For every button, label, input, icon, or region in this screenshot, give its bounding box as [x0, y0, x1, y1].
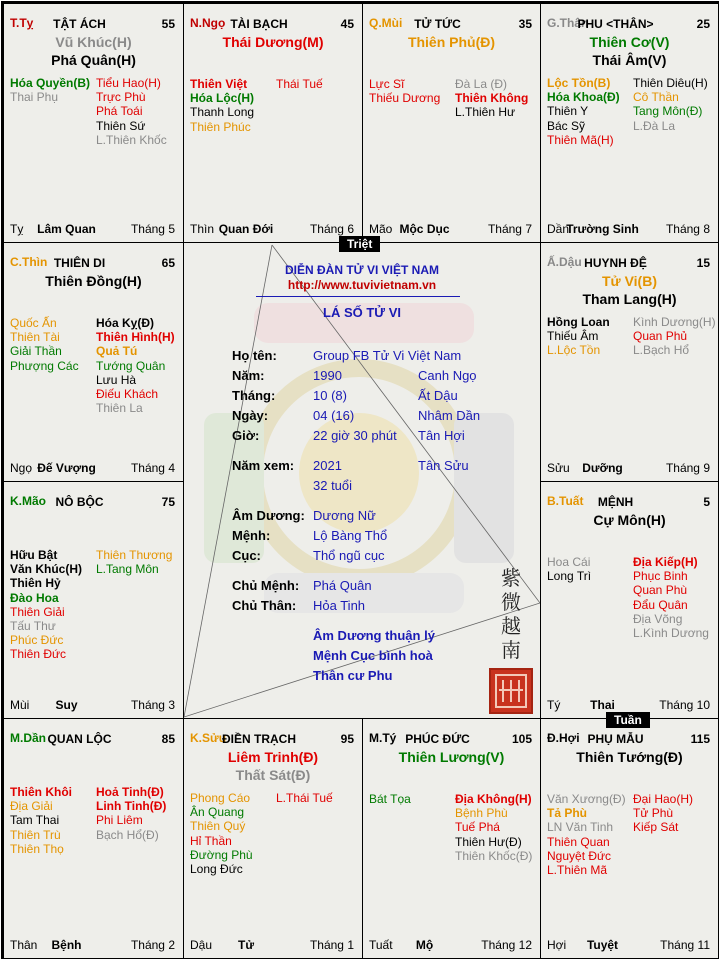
red-seal-stamp	[489, 668, 533, 714]
right-stars	[276, 77, 323, 91]
gio-value: 22 giờ 30 phút	[313, 428, 397, 443]
star: Phúc Đức	[10, 633, 64, 648]
main-star: Thiên Đồng(H)	[45, 273, 142, 289]
left-stars	[547, 555, 591, 583]
month: Tháng 12	[481, 938, 532, 952]
branch: Tuất	[369, 938, 393, 952]
am-duong-label: Âm Dương:	[232, 508, 305, 523]
star: Đường Phù	[190, 847, 253, 862]
branch: Hợi	[547, 938, 567, 952]
branch: Dần	[547, 222, 570, 236]
star: Quan Phù	[633, 583, 688, 598]
right-stars	[455, 77, 528, 120]
left-stars	[10, 316, 79, 373]
site-url[interactable]: http://www.tuvivietnam.vn	[287, 278, 437, 292]
star: Đà La (Đ)	[455, 77, 508, 91]
can-chi: N.Ngọ	[190, 16, 226, 30]
month: Tháng 1	[309, 938, 354, 952]
star: Địa Kiếp(H)	[633, 555, 698, 569]
right-stars	[276, 791, 333, 805]
star: Văn Khúc(H)	[10, 562, 82, 577]
star: Kình Dương(H)	[633, 315, 716, 329]
star: Tướng Quân	[96, 358, 166, 373]
star: Hóa Quyền(B)	[10, 76, 91, 90]
palace-name: TỬ TỨC	[414, 17, 461, 31]
palace-name: PHÚC ĐỨC	[405, 732, 470, 746]
palace-quan-loc[interactable]	[3, 718, 184, 959]
branch: Sửu	[547, 461, 570, 475]
main-star: Thái Dương(M)	[222, 34, 324, 50]
palace-phu[interactable]	[540, 3, 719, 243]
branch: Tỵ	[10, 222, 24, 236]
cuc-value: Thổ ngũ cục	[313, 548, 385, 563]
dai-han-number: 15	[696, 256, 710, 270]
star: Hồng Loan	[547, 315, 610, 329]
main-star: Tử Vi(B)	[602, 273, 657, 289]
palace-menh[interactable]	[540, 481, 719, 719]
trang-sinh-stage: Tuyệt	[586, 938, 619, 952]
trang-sinh-stage: Thai	[590, 698, 615, 712]
star: Hữu Bật	[10, 548, 58, 562]
star: Nguyệt Đức	[547, 848, 612, 863]
ngay-label: Ngày:	[232, 408, 269, 423]
can-chi: K.Sửu	[190, 731, 227, 745]
dai-han-number: 105	[511, 732, 532, 746]
star: Hoa Cái	[547, 555, 591, 569]
nam-xem-label: Năm xem:	[232, 458, 295, 473]
star: Thiên Phúc	[190, 119, 251, 134]
trang-sinh-stage: Lâm Quan	[37, 222, 96, 236]
star: Lộc Tồn(B)	[547, 76, 611, 90]
palace-tai-bach[interactable]	[183, 3, 363, 243]
star: Ân Quang	[190, 805, 245, 820]
branch: Tý	[547, 698, 561, 712]
ho-ten-value: Group FB Tử Vi Việt Nam	[313, 348, 462, 363]
star: Thiên Khôi	[10, 785, 72, 799]
dai-han-number: 95	[340, 732, 354, 746]
palace-name: MỆNH	[597, 495, 634, 509]
palace-name: ĐIỀN TRẠCH	[222, 732, 296, 746]
cuc-label: Cục:	[232, 548, 261, 563]
nam-can-chi: Canh Ngọ	[418, 368, 477, 383]
main-star: Vũ Khúc(H)	[55, 34, 132, 50]
trang-sinh-stage: Quan Đới	[218, 222, 274, 236]
gio-can-chi: Tân Hợi	[418, 428, 465, 443]
palace-name: TẬT ÁCH	[53, 17, 106, 31]
star: L.Thiên Khốc	[96, 132, 167, 147]
star: Tử Phù	[633, 806, 674, 821]
palace-name: PHỤ MẪU	[587, 732, 644, 746]
can-chi: Q.Mùi	[369, 16, 403, 30]
nam-xem-can-chi: Tân Sửu	[418, 458, 469, 473]
star: Tả Phù	[547, 806, 588, 821]
star: Thiếu Dương	[369, 91, 441, 106]
branch: Mùi	[10, 698, 30, 712]
palace-no-boc[interactable]	[3, 481, 184, 719]
left-stars	[10, 76, 90, 104]
month: Tháng 8	[665, 222, 710, 236]
can-chi: B.Tuất	[547, 494, 584, 508]
star: Tấu Thư	[10, 619, 56, 634]
star: Giải Thần	[10, 344, 62, 359]
right-stars	[633, 76, 708, 133]
star: LN Văn Tinh	[547, 820, 614, 835]
main-star: Thiên Lương(V)	[398, 749, 505, 765]
vertical-signature	[499, 566, 523, 662]
site-title: DIỄN ĐÀN TỬ VI VIỆT NAM	[285, 263, 439, 277]
main-star: Tham Lang(H)	[582, 291, 677, 307]
trang-sinh-stage: Đế Vượng	[37, 461, 96, 475]
star: Thiên Quý	[190, 819, 246, 834]
nam-label: Năm:	[232, 368, 265, 383]
dai-han-number: 45	[340, 17, 354, 31]
trang-sinh-stage: Trường Sinh	[566, 222, 639, 236]
left-stars	[369, 77, 440, 105]
gio-label: Giờ:	[232, 428, 260, 443]
dai-han-number: 35	[518, 17, 532, 31]
star: L.Tang Môn	[96, 562, 159, 577]
star: Thiên La	[96, 401, 143, 416]
star: L.Bạch Hổ	[633, 343, 690, 358]
trang-sinh-stage: Bệnh	[51, 938, 82, 952]
star: Phi Liêm	[96, 813, 143, 828]
star: Thiên Diêu(H)	[633, 76, 708, 90]
month: Tháng 7	[487, 222, 532, 236]
star: Đẩu Quân	[633, 597, 688, 612]
star: Tang Môn(Đ)	[633, 104, 703, 119]
main-star: Thất Sát(Đ)	[235, 767, 311, 783]
star: Quả Tú	[96, 344, 138, 359]
tuan-tag: Tuần	[606, 712, 650, 728]
triet-tag: Triệt	[339, 236, 380, 252]
star: Tam Thai	[10, 813, 60, 828]
star: Hỉ Thần	[190, 833, 232, 848]
star: Thiên Việt	[190, 77, 248, 91]
star: Thiên Quan	[547, 834, 610, 849]
left-stars	[547, 315, 610, 358]
center-panel	[183, 242, 541, 719]
right-stars	[96, 785, 166, 842]
star: Thiên Thọ	[10, 841, 64, 856]
sig-char-4: 南	[501, 638, 521, 662]
star: Quốc Ấn	[10, 316, 57, 330]
right-stars	[633, 555, 709, 640]
star: Thiên Trù	[10, 827, 61, 842]
main-star: Cự Môn(H)	[593, 512, 666, 528]
month: Tháng 10	[659, 698, 710, 712]
thang-value: 10 (8)	[313, 388, 347, 403]
chart-title: LÁ SỐ TỬ VI	[323, 305, 401, 320]
trang-sinh-stage: Mộc Dục	[399, 222, 450, 236]
star: Bát Tọa	[369, 792, 411, 806]
star: Đào Hoa	[10, 590, 59, 605]
chu-than-value: Hỏa Tinh	[313, 598, 366, 613]
can-chi: G.Thân	[547, 16, 589, 30]
sig-char-2: 微	[501, 590, 521, 614]
month: Tháng 11	[660, 938, 710, 952]
trang-sinh-stage: Mộ	[415, 938, 434, 952]
star: Bác Sỹ	[547, 118, 586, 133]
star: Địa Không(H)	[455, 792, 532, 806]
tuoi-value: 32 tuổi	[313, 478, 353, 493]
star: Phong Cáo	[190, 791, 251, 805]
star: L.Thiên Hư	[455, 105, 516, 120]
palace-phu-mau[interactable]	[540, 718, 719, 959]
ngay-value: 04 (16)	[313, 408, 355, 423]
month: Tháng 5	[130, 222, 175, 236]
dai-han-number: 55	[161, 17, 175, 31]
star: Thiên Hư(Đ)	[455, 834, 522, 849]
star: Hoả Tinh(Đ)	[96, 785, 164, 799]
dai-han-number: 75	[161, 495, 175, 509]
star: Tiểu Hao(H)	[96, 76, 161, 90]
trang-sinh-stage: Dưỡng	[582, 461, 623, 475]
right-stars	[455, 792, 532, 863]
star: Thiếu Âm	[547, 329, 599, 344]
left-stars	[547, 76, 620, 147]
sig-char-3: 越	[501, 614, 521, 638]
am-duong-value: Dương Nữ	[313, 508, 376, 523]
star: Trực Phù	[96, 90, 146, 105]
url-underline	[256, 296, 460, 297]
star: Thiên Mã(H)	[547, 132, 614, 147]
star: Thiên Hình(H)	[96, 330, 175, 345]
dai-han-number: 115	[690, 732, 710, 746]
palace-name: TÀI BẠCH	[230, 17, 288, 31]
star: Quan Phủ	[633, 329, 688, 344]
can-chi: Đ.Hợi	[547, 731, 580, 745]
ngay-can-chi: Nhâm Dần	[418, 408, 481, 423]
star: Linh Tinh(Đ)	[96, 799, 167, 814]
star: Địa Giải	[10, 799, 53, 814]
main-star: Thiên Cơ(V)	[589, 34, 670, 50]
star: Tuế Phá	[455, 820, 500, 835]
branch: Dậu	[190, 938, 213, 952]
left-stars	[547, 792, 626, 877]
star: Thiên Đức	[10, 647, 67, 662]
star: Thiên Y	[547, 104, 589, 119]
star: Thiên Không	[455, 91, 529, 106]
palace-thien-di[interactable]	[3, 242, 184, 482]
branch: Ngọ	[10, 461, 33, 475]
palace-name: PHU <THÂN>	[577, 17, 654, 31]
star: Lực Sĩ	[369, 77, 405, 91]
palace-name: THIÊN DI	[53, 256, 106, 270]
star: Thiên Thương	[96, 548, 173, 562]
star: Thiên Tài	[10, 330, 60, 345]
left-stars	[10, 548, 82, 662]
star: Hóa Lộc(H)	[190, 91, 254, 106]
star: L.Thiên Mã	[547, 863, 608, 878]
sig-char-1: 紫	[501, 566, 521, 590]
star: L.Đà La	[633, 118, 676, 133]
right-stars	[633, 792, 693, 835]
can-chi: M.Dần	[10, 731, 46, 745]
main-star: Thiên Phủ(Đ)	[407, 34, 496, 50]
main-star: Thái Âm(V)	[592, 52, 667, 68]
star: Thanh Long	[190, 105, 255, 120]
chu-than-label: Chủ Thân:	[232, 598, 297, 613]
star: L.Lộc Tồn	[547, 343, 601, 358]
month: Tháng 2	[130, 938, 175, 952]
right-stars	[96, 316, 175, 415]
right-stars	[633, 315, 716, 358]
star: Thiên Sứ	[96, 118, 146, 133]
can-chi: C.Thìn	[10, 255, 48, 269]
palace-name: QUAN LỘC	[47, 732, 112, 746]
branch: Thân	[10, 938, 38, 952]
can-chi: T.Tỵ	[10, 16, 34, 30]
month: Tháng 3	[130, 698, 175, 712]
star: Hóa Khoa(Đ)	[547, 90, 620, 105]
right-stars	[96, 76, 167, 147]
palace-phuc-duc[interactable]	[362, 718, 541, 959]
thang-can-chi: Ất Dậu	[418, 388, 458, 403]
palace-dien-trach[interactable]	[183, 718, 363, 959]
left-stars	[10, 785, 72, 856]
star: Phượng Các	[10, 358, 79, 373]
main-star: Thiên Tướng(Đ)	[576, 749, 683, 765]
star: Thiên Giải	[10, 604, 65, 619]
star: Phá Toái	[96, 104, 143, 119]
nam-value: 1990	[313, 368, 342, 383]
star: Long Trì	[547, 569, 592, 584]
branch: Thìn	[190, 222, 215, 236]
star: Cô Thần	[633, 90, 679, 105]
star: Thai Phụ	[10, 90, 59, 105]
note-am-duong: Âm Dương thuận lý	[313, 628, 435, 643]
trang-sinh-stage: Suy	[55, 698, 78, 712]
star: Bệnh Phù	[455, 806, 508, 821]
branch: Mão	[369, 222, 393, 236]
star: Phục Binh	[633, 569, 688, 584]
can-chi: M.Tý	[369, 731, 397, 745]
chart-board	[1, 1, 719, 959]
nam-xem-value: 2021	[313, 458, 342, 473]
month: Tháng 4	[130, 461, 175, 475]
note-menh-cuc: Mệnh Cục bình hoà	[313, 648, 433, 663]
month: Tháng 6	[309, 222, 354, 236]
dai-han-number: 65	[161, 256, 175, 270]
month: Tháng 9	[665, 461, 710, 475]
left-stars	[190, 77, 254, 134]
palace-huynh-de[interactable]	[540, 242, 719, 482]
star: Đại Hao(H)	[633, 792, 694, 806]
main-star: Phá Quân(H)	[51, 52, 136, 68]
chu-menh-value: Phá Quân	[313, 578, 372, 593]
star: Hóa Kỵ(Đ)	[96, 316, 155, 330]
dai-han-number: 5	[703, 495, 710, 509]
thang-label: Tháng:	[232, 388, 276, 403]
star: Điếu Khách	[96, 387, 159, 402]
star: L.Thái Tuế	[276, 791, 333, 805]
menh-label: Mệnh:	[232, 528, 271, 543]
palace-name: NÔ BỘC	[55, 495, 104, 509]
palace-name: HUYNH ĐỆ	[584, 256, 647, 270]
note-than-cu: Thân cư Phu	[313, 668, 393, 683]
can-chi: Ấ.Dậu	[547, 255, 582, 269]
chu-menh-label: Chủ Mệnh:	[232, 578, 300, 593]
can-chi: K.Mão	[10, 494, 46, 508]
star: Địa Võng	[633, 611, 683, 626]
star: L.Kình Dương	[633, 626, 709, 641]
main-star: Liêm Trinh(Đ)	[227, 749, 319, 765]
trang-sinh-stage: Tử	[237, 938, 255, 952]
dai-han-number: 25	[696, 17, 710, 31]
menh-value: Lộ Bàng Thổ	[313, 528, 388, 543]
palace-tu-tuc[interactable]	[362, 3, 541, 243]
star: Thiên Khốc(Đ)	[455, 848, 533, 863]
left-stars	[190, 791, 253, 876]
star: Thiên Hỷ	[10, 576, 61, 591]
star: Kiếp Sát	[633, 820, 679, 835]
star: Long Đức	[190, 862, 243, 877]
left-stars	[369, 792, 411, 806]
palace-tat-ach[interactable]	[3, 3, 184, 243]
right-stars	[96, 548, 172, 576]
star: Văn Xương(Đ)	[547, 792, 626, 806]
ho-ten-label: Họ tên:	[232, 348, 277, 363]
star: Thái Tuế	[276, 77, 323, 91]
dai-han-number: 85	[161, 732, 175, 746]
star: Bạch Hổ(Đ)	[96, 827, 159, 842]
star: Lưu Hà	[96, 372, 137, 387]
